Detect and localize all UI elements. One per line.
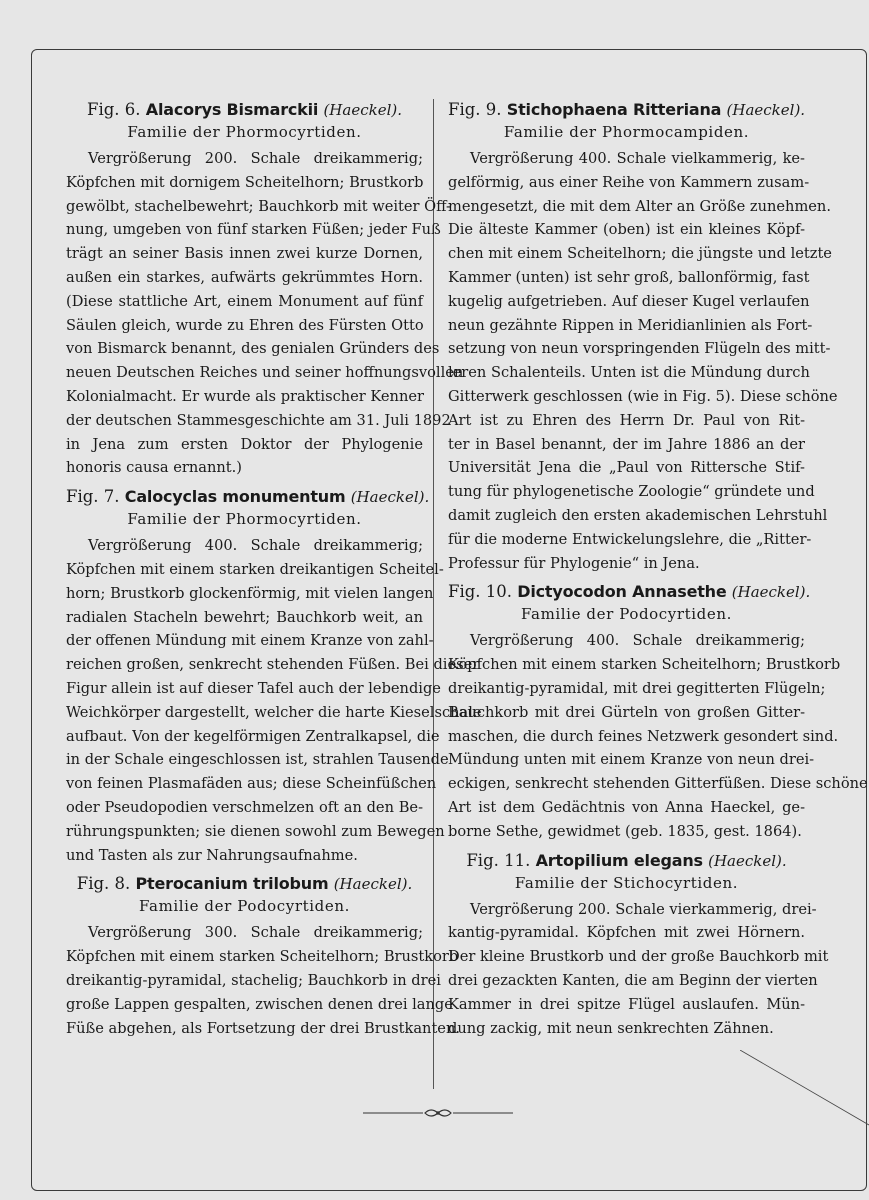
text-line: für die moderne Entwickelungslehre, die „Ritter- [448, 530, 812, 548]
column-divider [433, 99, 434, 1089]
text-line: Weichkörper dargestellt, welcher die harte Kieselschale [66, 703, 482, 721]
text-line: eckigen, senkrecht stehenden Gitterfüßen. Diese schöne [448, 775, 868, 793]
text-line: Universität Jena die „Paul von Rittersche Stif- [448, 459, 805, 477]
text-line: und Tasten als zur Nahrungsaufnahme. [66, 846, 358, 864]
text-line: oder Pseudopodien verschmelzen oft an den Be- [66, 798, 423, 816]
fig7-name: Calocyclas monumentum [124, 487, 346, 507]
text-line: setzung von neun vorspringenden Flügeln des mitt- [448, 340, 831, 358]
text-line: Die älteste Kammer (oben) ist ein kleines Köpf- [448, 221, 805, 239]
right-column [448, 99, 868, 1040]
text-line: Vergrößerung 300. Schale dreikammerig; [88, 924, 423, 942]
text-line: neun gezähnte Rippen in Meridianlinien als Fort- [448, 316, 813, 334]
fig11-name: Artopilium elegans [535, 850, 703, 870]
fig10-prefix: Fig. 10. [448, 582, 513, 602]
text-line: rührungspunkten; sie dienen sowohl zum Bewegen [66, 822, 445, 840]
text-line: Figur allein ist auf dieser Tafel auch der lebendige [66, 679, 441, 697]
fig8-name: Pterocanium trilobum [135, 874, 329, 894]
text-line: dung zackig, mit neun senkrechten Zähnen. [448, 1019, 774, 1037]
text-line: von feinen Plasmafäden aus; diese Scheinfüßchen [66, 775, 437, 793]
text-line: Köpfchen mit dornigem Scheitelhorn; Brustkorb [66, 173, 424, 191]
fig6-title [66, 99, 423, 121]
text-line: reichen großen, senkrecht stehenden Füßen. Bei dieser [66, 656, 480, 674]
stray-pen-line [740, 1050, 869, 1130]
fig6-author: (Haeckel). [323, 101, 402, 119]
text-line: Vergrößerung 200. Schale vierkammerig, drei- [470, 900, 817, 918]
text-line: Vergrößerung 200. Schale dreikammerig; [88, 150, 423, 167]
text-line: kantig-pyramidal. Köpfchen mit zwei Hörnern. [448, 924, 805, 942]
fig8-text [66, 921, 460, 1040]
text-line: aufbaut. Von der kegelförmigen Zentralkapsel, die [66, 727, 440, 745]
fig9-author: (Haeckel). [726, 101, 806, 119]
fig9-section [448, 99, 838, 575]
text-line: Kammer in drei spitze Flügel auslaufen. Mün- [448, 995, 805, 1013]
text-line: neuen Deutschen Reiches und seiner hoffnungsvollen [66, 364, 464, 382]
fig6-text [66, 147, 464, 480]
text-line: borne Sethe, gewidmet (geb. 1835, gest. 1864). [448, 822, 802, 840]
text-line: Köpfchen mit einem starken Scheitelhorn; Brustkorb [448, 656, 841, 674]
text-line: Mündung unten mit einem Kranze von neun drei- [448, 751, 815, 769]
fig10-name: Dictyocodon Annasethe [517, 582, 727, 602]
text-line: drei gezackten Kanten, die am Beginn der vierten [448, 971, 818, 989]
text-line: gelförmig, aus einer Reihe von Kammern zusam- [448, 173, 810, 191]
fig7-family: Familie der Phormocyrtiden. [127, 510, 362, 529]
text-line: Bauchkorb mit drei Gürteln von großen Gitter- [448, 703, 805, 721]
fig6-prefix: Fig. 6. [87, 100, 141, 119]
fig9-prefix: Fig. 9. [448, 100, 502, 119]
text-line: Vergrößerung 400. Schale dreikammerig; [470, 632, 805, 650]
fig10-text [448, 629, 868, 843]
fig8-family: Familie der Podocyrtiden. [139, 897, 350, 916]
fig6-section [66, 99, 464, 480]
text-line: tung für phylogenetische Zoologie“ gründete und [448, 483, 815, 501]
text-line: damit zugleich den ersten akademischen Lehrstuhl [448, 506, 828, 524]
fig10-section [448, 581, 868, 843]
ornament-divider [363, 1105, 513, 1121]
fig8-author: (Haeckel). [333, 875, 413, 894]
fig8-prefix: Fig. 8. [76, 874, 131, 894]
text-line: Professur für Phylogenie“ in Jena. [448, 554, 700, 572]
text-line: ter in Basel benannt, der im Jahre 1886 an der [448, 435, 805, 453]
text-line: Kammer (unten) ist sehr groß, ballonförmig, fast [448, 268, 810, 286]
fig6-name: Alacorys Bismarckii [145, 100, 319, 119]
text-line: Vergrößerung 400. Schale vielkammerig, ke- [470, 150, 805, 167]
fig11-text [448, 898, 829, 1041]
text-line: außen ein starkes, aufwärts gekrümmtes Horn. [66, 268, 423, 286]
text-line: große Lappen gespalten, zwischen denen drei lange [66, 995, 453, 1013]
fig7-prefix: Fig. 7. [66, 487, 120, 507]
text-line: Köpfchen mit einem starken dreikantigen Scheitel- [66, 560, 444, 578]
text-line: dreikantig-pyramidal, stachelig; Bauchkorb in drei [66, 971, 441, 989]
text-line: von Bismarck benannt, des genialen Gründers des [66, 340, 440, 358]
text-line: nung, umgeben von fünf starken Füßen; jeder Fuß [66, 221, 441, 239]
fig7-author: (Haeckel). [350, 488, 430, 507]
text-line: chen mit einem Scheitelhorn; die jüngste und letzte [448, 245, 832, 263]
text-line: horn; Brustkorb glockenförmig, mit vielen langen [66, 584, 434, 602]
fig11-family: Familie der Stichocyrtiden. [514, 873, 739, 892]
fig10-title [448, 581, 811, 603]
text-line: mengesetzt, die mit dem Alter an Größe zunehmen. [448, 197, 831, 215]
text-line: radialen Stacheln bewehrt; Bauchkorb weit, an [66, 608, 423, 626]
fig11-prefix: Fig. 11. [466, 850, 531, 870]
text-line: der deutschen Stammesgeschichte am 31. Juli 1892 [66, 411, 451, 429]
text-line: Säulen gleich, wurde zu Ehren des Fürsten Otto [66, 316, 424, 334]
fig8-title [66, 873, 423, 895]
fig11-section [448, 850, 829, 1041]
text-line: leren Schalenteils. Unten ist die Mündung durch [448, 364, 810, 382]
text-line: honoris causa ernannt.) [66, 459, 242, 477]
text-line: (Diese stattliche Art, einem Monument auf fünf [66, 292, 423, 310]
fig11-title [448, 850, 805, 872]
text-line: maschen, die durch feines Netzwerk gesondert sind. [448, 727, 839, 745]
fig9-title [448, 99, 805, 121]
text-line: Vergrößerung 400. Schale dreikammerig; [88, 537, 423, 555]
text-line: Der kleine Brustkorb und der große Bauchkorb mit [448, 948, 829, 966]
fig8-section [66, 873, 460, 1040]
fig9-name: Stichophaena Ritteriana [506, 100, 722, 119]
text-line: Kolonialmacht. Er wurde als praktischer Kenner [66, 387, 424, 405]
text-line: trägt an seiner Basis innen zwei kurze Dornen, [66, 245, 423, 263]
text-line: in der Schale eingeschlossen ist, strahlen Tausende [66, 751, 449, 769]
text-line: in Jena zum ersten Doktor der Phylogenie [66, 435, 423, 453]
fig10-family: Familie der Podocyrtiden. [521, 605, 732, 624]
fig9-family: Familie der Phormocampiden. [503, 123, 750, 141]
text-line: gewölbt, stachelbewehrt; Bauchkorb mit weiter Öff- [66, 197, 451, 215]
text-line: Art ist zu Ehren des Herrn Dr. Paul von Rit- [448, 411, 805, 429]
fig10-author: (Haeckel). [731, 583, 811, 602]
text-line: Art ist dem Gedächtnis von Anna Haeckel, ge- [448, 798, 805, 816]
text-line: Füße abgehen, als Fortsetzung der drei Brustkanten. [66, 1019, 460, 1037]
text-line: dreikantig-pyramidal, mit drei gegitterten Flügeln; [448, 679, 826, 697]
text-line: der offenen Mündung mit einem Kranze von zahl- [66, 632, 434, 650]
fig6-family: Familie der Phormocyrtiden. [127, 123, 362, 141]
fig7-title [66, 486, 430, 508]
fig9-text [448, 147, 838, 575]
text-line: Köpfchen mit einem starken Scheitelhorn; Brustkorb [66, 948, 459, 966]
fig11-author: (Haeckel). [708, 851, 787, 870]
text-line: Gitterwerk geschlossen (wie in Fig. 5). Diese schöne [448, 387, 838, 405]
text-line: kugelig aufgetrieben. Auf dieser Kugel verlaufen [448, 292, 810, 310]
